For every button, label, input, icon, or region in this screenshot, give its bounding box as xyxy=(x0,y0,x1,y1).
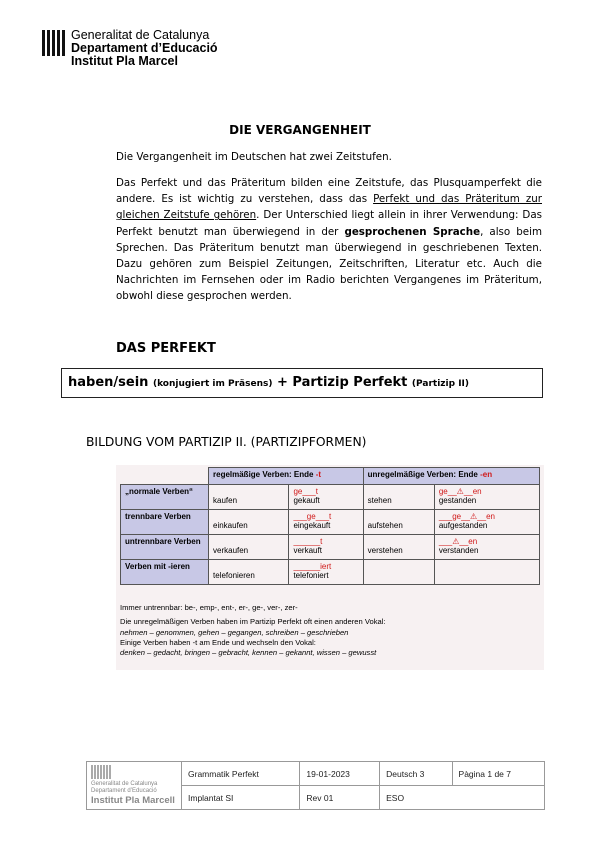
table-cell-verb xyxy=(363,485,434,510)
footer-row xyxy=(87,762,545,786)
intro-paragraph: Die Vergangenheit im Deutschen hat zwei Zeitstufen. xyxy=(116,151,392,163)
row-label: untrennbare Verben xyxy=(121,535,209,560)
header-logo xyxy=(42,29,218,68)
section-heading-perfekt: DAS PERFEKT xyxy=(116,341,216,356)
participle-form: verkauft xyxy=(293,546,322,555)
para-bold-text: gesprochenen Sprache xyxy=(344,225,481,238)
table-row xyxy=(121,485,540,510)
row-label: trennbare Verben xyxy=(121,510,209,535)
formula-auxiliary: haben/sein xyxy=(68,375,149,390)
table-cell-verb xyxy=(209,510,289,535)
para-text-2: . Der Unterschied liegt allein in ihrer Verwendung: Das Perfekt benutzt man überwiegend in der xyxy=(116,209,542,238)
table-cell-participle xyxy=(289,510,363,535)
para-underlined-text: Perfekt und das Präteritum zur gleichen Zeitstufe gehören xyxy=(116,193,542,222)
table-header-row xyxy=(121,468,540,485)
header-regular-verbs xyxy=(209,468,364,485)
participle-form: eingekauft xyxy=(293,521,331,530)
participle-pattern: ge__⚠__en xyxy=(438,487,482,496)
note-line: nehmen – genommen, gehen – gegangen, schreiben – geschrieben xyxy=(120,627,349,637)
table-cell-verb xyxy=(209,560,289,585)
explanation-paragraph xyxy=(116,175,542,305)
table-cell-participle xyxy=(434,510,539,535)
table-cell-participle xyxy=(434,485,539,510)
table-row xyxy=(121,510,540,535)
footer-logo-institut: Institut Pla Marcell xyxy=(91,795,175,806)
section-heading-bildung: BILDUNG VOM PARTIZIP II. (PARTIZIPFORMEN) xyxy=(86,435,367,449)
footer-logo-departament: Departament d’Educació xyxy=(91,788,157,794)
participle-pattern: ___⚠__en xyxy=(438,537,478,546)
para-text-3: , also beim Sprechen. Das Präteritum benutzt man überwiegend in geschriebenen Texten. Dazu gehören zum Beispiel Zeitungen, Zeitschriften, Literatur etc. Auch die Nachrichten im Fernsehen oder im Radio berichten Vergangenes im Präteritum, obwohl diese gesprochen werden. xyxy=(116,225,543,303)
header-regular-ending: -t xyxy=(315,470,322,479)
table-row xyxy=(121,560,540,585)
verb-infinitive: kaufen xyxy=(213,496,238,505)
participle-pattern: ge___t xyxy=(293,487,318,496)
table-cell-participle xyxy=(434,535,539,560)
header-line-generalitat: Generalitat de Catalunya xyxy=(71,28,210,42)
table-cell-verb xyxy=(363,510,434,535)
page-title: DIE VERGANGENHEIT xyxy=(229,123,371,137)
table-cell-participle xyxy=(289,485,363,510)
participle-form: gekauft xyxy=(293,496,320,505)
verb-infinitive: verstehen xyxy=(367,546,403,555)
grammar-notes xyxy=(120,603,540,658)
footer-implant: Implantat SI xyxy=(182,786,300,810)
note-line: Einige Verben haben -t am Ende und wechseln den Vokal: xyxy=(120,637,316,647)
generalitat-emblem-icon xyxy=(42,30,66,56)
footer-logo xyxy=(87,762,182,810)
header-line-departament: Departament d’Educació xyxy=(71,41,218,55)
generalitat-emblem-icon xyxy=(91,765,177,779)
table-row xyxy=(121,535,540,560)
table-cell-verb xyxy=(209,535,289,560)
header-irregular-ending: -en xyxy=(480,470,493,479)
participle-pattern: ______t xyxy=(293,537,323,546)
row-label: Verben mit -ieren xyxy=(121,560,209,585)
footer-level: ESO xyxy=(380,786,545,810)
participle-form: aufgestanden xyxy=(438,521,488,530)
header-regular-text: regelmäßige Verben: Ende xyxy=(213,470,316,479)
footer-table xyxy=(86,761,545,810)
note-line: denken – gedacht, bringen – gebracht, kennen – gekannt, wissen – gewusst xyxy=(120,648,377,658)
para-text-1: Das Perfekt und das Präteritum bilden eine Zeitstufe, das Plusquamperfekt die andere. Es ist wichtig zu verstehen, dass das xyxy=(116,177,542,206)
table-cell-verb xyxy=(363,535,434,560)
note-line: Immer untrennbar: be-, emp-, ent-, er-, ge-, ver-, zer- xyxy=(120,603,298,612)
formula-participle: + Partizip Perfekt xyxy=(276,375,408,390)
participle-table xyxy=(120,467,540,585)
header-irregular-verbs xyxy=(363,468,539,485)
formula-participle-note: (Partizip II) xyxy=(411,379,469,389)
footer-logo-generalitat: Generalitat de Catalunya xyxy=(91,781,158,787)
header-irregular-text: unregelmäßige Verben: Ende xyxy=(367,470,481,479)
formula-box xyxy=(61,368,543,398)
footer-course: Deutsch 3 xyxy=(380,762,452,786)
header-line-institut: Institut Pla Marcel xyxy=(71,54,178,68)
participle-form: gestanden xyxy=(438,496,477,505)
verb-infinitive: telefonieren xyxy=(213,571,255,580)
participle-form: telefoniert xyxy=(293,571,329,580)
table-cell-participle xyxy=(434,560,539,585)
participle-pattern: ___ge___t xyxy=(293,512,332,521)
verb-infinitive: aufstehen xyxy=(367,521,403,530)
note-line: Die unregelmäßigen Verben haben im Partizip Perfekt oft einen anderen Vokal: xyxy=(120,617,386,627)
formula-auxiliary-note: (konjugiert im Präsens) xyxy=(152,379,273,389)
table-cell-verb xyxy=(363,560,434,585)
footer-subject: Grammatik Perfekt xyxy=(182,762,300,786)
row-label: „normale Verben“ xyxy=(121,485,209,510)
participle-table-scan xyxy=(116,465,544,670)
footer-date: 19-01-2023 xyxy=(300,762,380,786)
footer-revision: Rev 01 xyxy=(300,786,380,810)
verb-infinitive: stehen xyxy=(367,496,392,505)
table-corner-cell xyxy=(121,468,209,485)
participle-pattern: ___ge__⚠__en xyxy=(438,512,495,521)
participle-pattern: ______iert xyxy=(293,562,332,571)
footer-page-number: Pàgina 1 de 7 xyxy=(452,762,544,786)
verb-infinitive: einkaufen xyxy=(213,521,248,530)
participle-form: verstanden xyxy=(438,546,479,555)
verb-infinitive: verkaufen xyxy=(213,546,249,555)
table-cell-participle xyxy=(289,560,363,585)
table-cell-verb xyxy=(209,485,289,510)
table-cell-participle xyxy=(289,535,363,560)
